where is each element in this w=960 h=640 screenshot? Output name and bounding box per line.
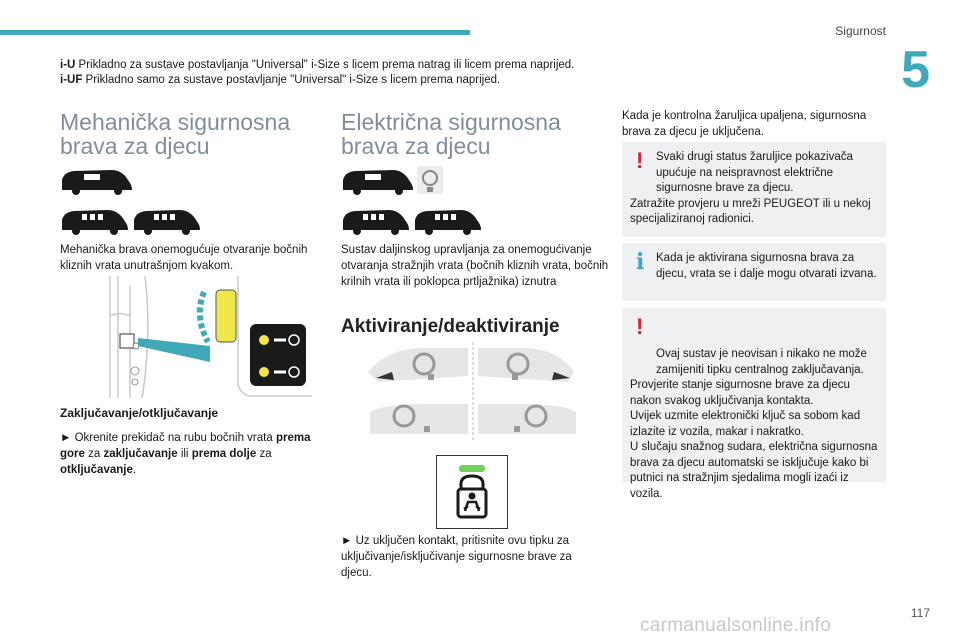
note3-text: Ovaj sustav je neovisan i nikako ne može zamijeniti tipku centralnog zaključavanja. <box>656 348 867 376</box>
van-short-icon-1 <box>62 210 128 235</box>
instr-up: prema gore <box>60 432 311 460</box>
col2-title-line1: Električna sigurnosna <box>341 109 561 135</box>
col1-description: Mehanička brava onemogućuje otvaranje bočnih kliznih vrata unutrašnjom kvakom. <box>60 244 308 272</box>
van-short-icon-2 <box>134 210 200 235</box>
chapter-number: 5 <box>901 41 930 99</box>
col2-description: Sustav daljinskog upravljanja za onemogućivanje otvaranja stražnjih vrata (bočnih kliznih vrata, bočnih krilnih vrata ili poklopca prtljažnika) iznutra <box>341 244 609 288</box>
lhd-wing-door-diagram <box>370 404 468 434</box>
col1-title-line1: Mehanička sigurnosna <box>60 109 291 135</box>
child-lock-led-icon <box>459 465 485 472</box>
intro-text-iuf: Prikladno samo za sustave postavljanje "Universal" i-Size s licem prema naprijed. <box>82 74 501 86</box>
page-number: 117 <box>910 606 930 620</box>
col1-title <box>60 110 330 158</box>
note1-text: Svaki drugi status žaruljice pokazivača upućuje na neispravnost električne sigurnosne brave za djecu. <box>656 151 853 194</box>
note1-rest: Zatražite provjeru u mreži PEUGEOT ili u nekoj specijaliziranoj radionici. <box>630 197 871 225</box>
instr-down: prema dolje <box>191 448 257 460</box>
intro-line-iu <box>60 58 620 73</box>
steering-wheel-badge-icon <box>417 166 443 194</box>
watermark: carmanualsonline.info <box>640 615 832 636</box>
instr-unlock: otključavanje <box>60 464 133 476</box>
instr-mid3: za <box>256 448 272 460</box>
lhd-sliding-door-diagram <box>368 348 468 382</box>
col3-intro: Kada je kontrolna žaruljica upaljena, sigurnosna brava za djecu je uključena. <box>622 110 867 138</box>
instr-end: . <box>132 464 137 476</box>
col1-subheading: Zaključavanje/otključavanje <box>60 406 219 420</box>
child-lock-icon <box>458 476 486 517</box>
rhd-sliding-door-diagram <box>478 348 574 382</box>
col2-vehicle-icons <box>341 166 611 236</box>
col2-title-wrap <box>341 110 611 158</box>
instr-mid2: ili <box>177 448 192 460</box>
van-short-icon-1 <box>343 210 409 235</box>
child-lock-button[interactable] <box>436 455 508 529</box>
code-iu: i-U <box>60 59 76 71</box>
code-iuf: i-UF <box>60 74 83 86</box>
info-icon: i <box>636 249 645 275</box>
child-lock-button-graphic <box>437 456 507 528</box>
instr-lock: zaključavanje <box>103 448 178 460</box>
warning-exclamation-icon: ! <box>636 148 644 173</box>
van-short-icon-2 <box>415 210 481 235</box>
rhd-wing-door-diagram <box>478 404 576 434</box>
instr-mid1: za <box>84 448 104 460</box>
info-note <box>622 243 886 301</box>
col2-title-line2: brava za djecu <box>341 133 491 159</box>
col1-vehicle-icons <box>60 166 330 236</box>
van-long-icon <box>343 170 413 195</box>
warning-note-2 <box>622 308 886 500</box>
note2-text: Kada je aktivirana sigurnosna brava za djecu, vrata se i dalje mogu otvarati izvana. <box>656 252 877 280</box>
intro-block <box>60 58 620 88</box>
mechanical-lock-illustration <box>90 276 312 398</box>
section-title: Sigurnost <box>835 24 886 38</box>
intro-line-iuf <box>60 73 620 88</box>
warning-exclamation-icon: ! <box>636 314 644 339</box>
van-long-icon <box>62 170 132 195</box>
header-accent-bar <box>0 30 470 35</box>
col1-instruction <box>60 430 325 478</box>
col1-title-line2: brava za djecu <box>60 133 210 159</box>
col2-instruction: ► Uz uključen kontakt, pritisnite ovu tipku za uključivanje/isključivanje sigurnosne brave za djecu. <box>341 535 572 579</box>
dashboard-layout-diagrams <box>368 342 578 442</box>
instr-prefix: ► Okrenite prekidač na rubu bočnih vrata <box>60 432 276 444</box>
intro-text-iu: Prikladno za sustave postavljanja "Universal" i-Size s licem prema natrag ili licem prema naprijed. <box>75 59 575 71</box>
activation-heading: Aktiviranje/deaktiviranje <box>341 316 560 337</box>
warning-note-1 <box>622 142 886 237</box>
note3-rest: Provjerite stanje sigurnosne brave za djecu nakon svakog uključivanja kontakta. Uvijek uzmite elektronički ključ sa sobom kad izlazite iz vozila, makar i nakratko. U slučaju snažnog sudara, električna sigurnosna brava za djecu automatski se isključuje kako bi putnici na stražnjim sjedalima mogli izaći iz vozila. <box>630 379 878 500</box>
col1-title-wrap <box>60 110 330 158</box>
col2-title <box>341 110 611 158</box>
